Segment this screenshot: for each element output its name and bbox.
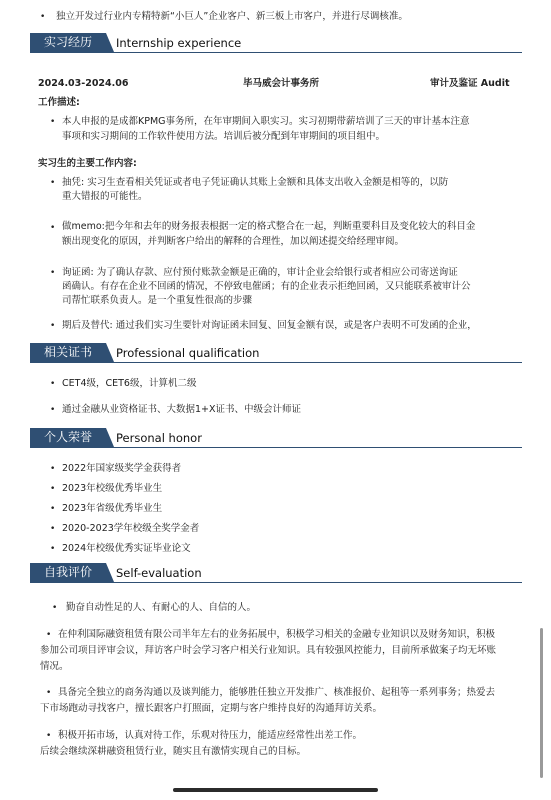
bullet-dot: • — [50, 223, 56, 233]
qualification-item: CET4级，CET6级，计算机二级 — [62, 378, 197, 389]
duties-heading: 实习生的主要工作内容: — [38, 158, 137, 169]
bullet-dot: • — [50, 178, 56, 188]
self-eval-text: 具备完全独立的商务沟通以及谈判能力，能够胜任独立开发推广、核准报价、起租等一系列事务；热爱去 — [58, 687, 496, 698]
self-eval-text: 在仲利国际融资租赁有限公司半年左右的业务拓展中，积极学习相关的金融专业知识以及财务知识，积极 — [58, 629, 496, 640]
honor-item: 2023年校级优秀毕业生 — [62, 483, 163, 494]
section-title-en: Self-evaluation — [116, 566, 202, 580]
bullet-dot: • — [52, 603, 58, 613]
duty-line: 抽凭: 实习生查看相关凭证或者电子凭证确认其账上金额和具体支出收入金额是相等的，以防 — [62, 177, 449, 188]
duty-line: 司帮忙联系负责人。是一个重复性很高的步骤 — [62, 295, 253, 306]
bullet-dot: • — [46, 630, 52, 640]
self-eval-text: 参加公司项目评审会议，拜访客户时会学习客户相关行业知识。具有较强风控能力，目前所承做案子均无坏账 — [40, 645, 497, 656]
honor-item: 2024年校级优秀实证毕业论文 — [62, 543, 191, 554]
bullet-dot: • — [50, 544, 56, 554]
bullet-dot: • — [40, 12, 46, 22]
bullet-dot: • — [50, 321, 56, 331]
duty-line: 重大错报的可能性。 — [62, 191, 148, 202]
desc-line: 事项和实习期间的工作软件使用方法。培训后被分配到年审期间的项目组中。 — [62, 131, 386, 142]
bullet-dot: • — [50, 524, 56, 534]
bullet-dot: • — [50, 464, 56, 474]
honor-item: 2022年国家级奖学金获得者 — [62, 463, 182, 474]
section-title-cn: 相关证书 — [30, 343, 106, 362]
section-title-cn: 自我评价 — [30, 563, 106, 582]
scrollbar[interactable] — [540, 628, 543, 778]
section-title-en: Internship experience — [116, 36, 242, 50]
section-title-cn: 个人荣誉 — [30, 428, 106, 447]
honor-item: 2020-2023学年校级全奖学金者 — [62, 523, 200, 534]
self-eval-text: 后续会继续深耕融资租赁行业，随实且有激情实现自己的目标。 — [40, 746, 307, 757]
internship-period: 2024.03-2024.06 — [38, 78, 129, 89]
duty-line: 做memo:把今年和去年的财务报表根据一定的格式整合在一起，判断重要科目及变化较大的科目金 — [62, 221, 476, 232]
self-eval-text: 下市场跑动寻找客户，擅长跟客户打照面，定期与客户维持良好的沟通拜访关系。 — [40, 703, 383, 714]
section-title-en: Professional qualification — [116, 346, 260, 360]
self-eval-text: 情况。 — [40, 661, 69, 672]
self-eval-text: 积极开拓市场，认真对待工作，乐观对待压力，能适应经常性出差工作。 — [58, 730, 363, 741]
duty-line: 函确认。有存在企业不回函的情况，不停致电催函；有的企业表示拒绝回函，又只能联系被审计公 — [62, 281, 471, 292]
self-eval-text: 勤奋自动性足的人、有耐心的人、自信的人。 — [66, 602, 257, 613]
bullet-dot: • — [50, 405, 56, 415]
section-header-qualification — [30, 343, 522, 363]
duty-line: 额出现变化的原因，并判断客户给出的解释的合理性，加以阐述提交给经理审阅。 — [62, 236, 405, 247]
section-header-internship — [30, 33, 522, 53]
bullet-dot: • — [46, 688, 52, 698]
home-indicator[interactable] — [173, 788, 378, 792]
qualification-item: 通过金融从业资格证书、大数据1+X证书、中级会计师证 — [62, 404, 302, 415]
honor-item: 2023年省级优秀毕业生 — [62, 503, 163, 514]
bullet-dot: • — [46, 731, 52, 741]
bullet-dot: • — [50, 117, 56, 127]
section-title-cn: 实习经历 — [30, 33, 106, 52]
bullet-dot: • — [50, 504, 56, 514]
bullet-dot: • — [50, 484, 56, 494]
section-header-self-evaluation — [30, 563, 522, 583]
section-header-honor — [30, 428, 522, 448]
internship-company: 毕马威会计事务所 — [243, 78, 320, 89]
bullet-dot: • — [50, 379, 56, 389]
duty-line: 询证函: 为了确认存款、应付预付账款金额是正确的，审计企业会给银行或者相应公司寄送询证 — [62, 267, 458, 278]
internship-role: 审计及鉴证 Audit — [430, 78, 510, 89]
work-desc-heading: 工作描述: — [38, 97, 80, 108]
duty-line: 期后及替代: 通过我们实习生要针对询证函未回复、回复金额有误，或是客户表明不可发函的企业， — [62, 320, 477, 331]
desc-line: 本人申报的是成都KPMG事务所，在年审期间入职实习。实习初期带薪培训了三天的审计基本注意 — [62, 116, 470, 127]
bullet-dot: • — [50, 268, 56, 278]
section-title-en: Personal honor — [116, 431, 202, 445]
top-line-text: 独立开发过行业内专精特新“小巨人”企业客户、新三板上市客户，并进行尽调核准。 — [56, 11, 408, 22]
